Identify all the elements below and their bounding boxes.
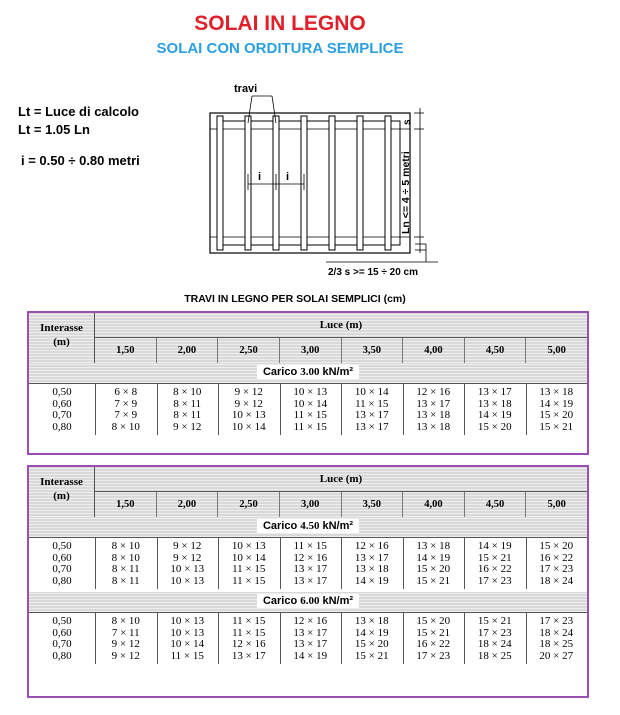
section-cell: 12 × 16 xyxy=(293,615,328,627)
section-cell: 9 × 12 xyxy=(234,386,263,398)
section-column xyxy=(218,616,280,664)
luce-column-header: 3,00 xyxy=(279,492,341,518)
section-cell: 14 × 19 xyxy=(354,574,389,587)
load-label xyxy=(257,594,359,608)
section-column xyxy=(95,541,157,589)
section-cell: 8 × 11 xyxy=(173,397,202,410)
section-cell: 8 × 10 xyxy=(173,386,202,398)
section-cell: 9 × 12 xyxy=(234,397,263,410)
section-cell: 8 × 10 xyxy=(111,551,140,564)
column-separator xyxy=(403,612,404,664)
section-cell: 18 × 24 xyxy=(539,574,574,587)
load-unit: kN/m² xyxy=(322,366,354,378)
column-separator xyxy=(157,537,158,589)
section-cell: 13 × 17 xyxy=(354,409,389,421)
section-cell: 11 × 15 xyxy=(232,626,266,639)
load-label-text: Carico xyxy=(262,595,298,607)
section-cell: 17 × 23 xyxy=(539,615,574,627)
travi-label: travi xyxy=(234,83,258,95)
table-load-4-6 xyxy=(27,465,589,698)
support-dim-label: 2/3 s >= 15 ÷ 20 cm xyxy=(328,267,418,278)
section-cell: 13 × 17 xyxy=(354,551,389,564)
section-cell: 10 × 13 xyxy=(170,615,205,627)
section-cell: 6 × 8 xyxy=(114,386,138,398)
interasse-header-line: Interasse xyxy=(40,476,83,488)
table-header xyxy=(29,313,587,364)
section-cell: 13 × 18 xyxy=(416,540,451,552)
column-separator xyxy=(280,383,281,435)
section-cell: 11 × 15 xyxy=(232,615,266,627)
luce-header: Luce (m) xyxy=(319,319,363,331)
section-cell: 16 × 22 xyxy=(539,551,574,564)
luce-column-header: 1,50 xyxy=(116,345,135,356)
section-cell: 15 × 20 xyxy=(416,563,451,575)
table-header xyxy=(29,467,587,518)
section-cell: 18 × 25 xyxy=(539,638,574,650)
column-separator xyxy=(157,612,158,664)
section-cell: 11 × 15 xyxy=(293,420,327,433)
interasse-value: 0,80 xyxy=(52,574,72,587)
section-cell: 13 × 17 xyxy=(231,649,266,662)
section-cell: 11 × 15 xyxy=(355,397,389,410)
luce-column-header: 5,00 xyxy=(525,338,587,364)
column-separator xyxy=(95,383,96,435)
interasse-value: 0,70 xyxy=(52,563,72,575)
section-column xyxy=(526,387,588,435)
section-cell: 15 × 21 xyxy=(539,420,574,433)
section-cell: 10 × 13 xyxy=(293,386,328,398)
section-cell: 15 × 20 xyxy=(539,409,574,421)
section-cell: 13 × 18 xyxy=(354,563,389,575)
section-cell: 17 × 23 xyxy=(416,649,451,662)
column-separator xyxy=(464,612,465,664)
section-cell: 13 × 18 xyxy=(416,409,451,421)
interasse-value: 0,60 xyxy=(52,626,72,639)
section-cell: 12 × 16 xyxy=(416,386,451,398)
section-cell: 13 × 17 xyxy=(477,386,512,398)
luce-column-header: 4,00 xyxy=(402,492,464,518)
luce-column-header: 2,50 xyxy=(217,338,279,364)
column-separator xyxy=(526,537,527,589)
luce-column-header: 2,00 xyxy=(156,338,218,364)
column-separator xyxy=(95,537,96,589)
section-cell: 10 × 14 xyxy=(293,397,328,410)
interasse-label-1: i xyxy=(258,171,262,183)
load-unit: kN/m² xyxy=(322,595,354,607)
luce-columns xyxy=(95,491,587,518)
section-column xyxy=(341,541,403,589)
section-cell: 13 × 17 xyxy=(293,638,328,650)
section-cell: 14 × 19 xyxy=(293,649,328,662)
section-cell: 9 × 12 xyxy=(173,420,202,433)
section-column xyxy=(526,541,588,589)
section-cell: 14 × 19 xyxy=(416,551,451,564)
section-cell: 13 × 18 xyxy=(477,397,512,410)
section-column xyxy=(341,387,403,435)
section-column xyxy=(95,387,157,435)
section-cell: 15 × 21 xyxy=(416,626,451,639)
column-separator xyxy=(526,383,527,435)
section-cell: 10 × 13 xyxy=(170,563,205,575)
section-cell: 18 × 25 xyxy=(477,649,512,662)
section-cell: 15 × 21 xyxy=(354,649,389,662)
section-column xyxy=(464,387,526,435)
section-cell: 9 × 12 xyxy=(111,649,140,662)
luce-column-header: 4,50 xyxy=(464,338,526,364)
section-cell: 13 × 17 xyxy=(293,626,328,639)
column-separator xyxy=(218,612,219,664)
column-separator xyxy=(341,537,342,589)
section-cell: 15 × 20 xyxy=(477,420,512,433)
tables-caption: TRAVI IN LEGNO PER SOLAI SEMPLICI (cm) xyxy=(184,293,406,305)
table-load-3 xyxy=(27,311,589,455)
section-cell: 17 × 23 xyxy=(477,574,512,587)
section-cell: 8 × 10 xyxy=(111,420,140,433)
section-column xyxy=(95,616,157,664)
section-cell: 7 × 11 xyxy=(111,626,140,639)
section-cell: 15 × 21 xyxy=(477,615,512,627)
interasse-value: 0,70 xyxy=(52,638,72,650)
section-cell: 13 × 17 xyxy=(416,397,451,410)
section-cell: 15 × 20 xyxy=(416,615,451,627)
section-cell: 17 × 23 xyxy=(539,563,574,575)
luce-column-header: 2,50 xyxy=(217,492,279,518)
section-cell: 12 × 16 xyxy=(354,540,389,552)
interasse-value: 0,50 xyxy=(52,386,72,398)
interasse-header-line: Interasse xyxy=(40,322,83,334)
note-interasse-range: i = 0.50 ÷ 0.80 metri xyxy=(21,153,140,168)
section-cell: 13 × 17 xyxy=(354,420,389,433)
floor-diagram xyxy=(200,78,460,283)
luce-column-header: 3,50 xyxy=(341,338,403,364)
section-column xyxy=(403,387,465,435)
interasse-value: 0,50 xyxy=(52,615,72,627)
luce-column-header: 1,50 xyxy=(116,499,135,510)
frame-outer xyxy=(210,113,410,253)
section-column xyxy=(341,616,403,664)
section-cell: 8 × 10 xyxy=(111,615,140,627)
data-block xyxy=(29,612,587,664)
section-cell: 13 × 18 xyxy=(354,615,389,627)
interasse-value: 0,50 xyxy=(52,540,72,552)
section-cell: 7 × 9 xyxy=(114,409,138,421)
data-block xyxy=(29,383,587,435)
section-column xyxy=(403,541,465,589)
section-cell: 9 × 12 xyxy=(111,638,140,650)
column-separator xyxy=(464,383,465,435)
load-unit: kN/m² xyxy=(322,520,354,532)
section-cell: 13 × 17 xyxy=(293,563,328,575)
column-separator xyxy=(464,537,465,589)
note-lt-formula: Lt = 1.05 Ln xyxy=(18,122,90,137)
column-separator xyxy=(218,537,219,589)
section-cell: 10 × 14 xyxy=(231,551,266,564)
section-cell: 15 × 21 xyxy=(477,551,512,564)
page-subtitle: SOLAI CON ORDITURA SEMPLICE xyxy=(156,40,404,57)
column-separator xyxy=(280,537,281,589)
s-label: s xyxy=(402,119,413,125)
section-cell: 8 × 11 xyxy=(173,409,202,421)
section-cell: 15 × 20 xyxy=(354,638,389,650)
section-column xyxy=(157,387,219,435)
section-cell: 11 × 15 xyxy=(170,649,204,662)
section-cell: 11 × 15 xyxy=(293,540,327,552)
column-separator xyxy=(403,383,404,435)
interasse-value: 0,60 xyxy=(52,397,72,410)
section-cell: 16 × 22 xyxy=(477,563,512,575)
section-cell: 14 × 19 xyxy=(477,409,512,421)
luce-column-header: 3,50 xyxy=(341,492,403,518)
section-column xyxy=(403,616,465,664)
section-cell: 9 × 12 xyxy=(173,551,202,564)
section-column xyxy=(218,541,280,589)
load-label-text: Carico xyxy=(262,520,298,532)
interasse-header xyxy=(29,467,95,517)
section-cell: 9 × 12 xyxy=(173,540,202,552)
section-cell: 11 × 15 xyxy=(293,409,327,421)
section-cell: 17 × 23 xyxy=(477,626,512,639)
section-cell: 18 × 24 xyxy=(477,638,512,650)
section-cell: 14 × 19 xyxy=(354,626,389,639)
column-separator xyxy=(526,612,527,664)
column-separator xyxy=(95,612,96,664)
section-cell: 11 × 15 xyxy=(232,574,266,587)
section-cell: 12 × 16 xyxy=(293,551,328,564)
column-separator xyxy=(218,383,219,435)
section-cell: 8 × 11 xyxy=(111,574,140,587)
section-cell: 10 × 14 xyxy=(231,420,266,433)
interasse-column xyxy=(29,541,95,589)
interasse-value: 0,60 xyxy=(52,551,72,564)
load-value: 4.50 xyxy=(300,520,320,532)
section-cell: 13 × 18 xyxy=(416,420,451,433)
section-cell: 7 × 9 xyxy=(114,397,138,410)
luce-column-header: 4,00 xyxy=(402,338,464,364)
section-cell: 14 × 19 xyxy=(539,397,574,410)
section-column xyxy=(280,541,342,589)
column-separator xyxy=(403,537,404,589)
section-cell: 10 × 13 xyxy=(170,626,205,639)
load-label xyxy=(257,365,359,379)
load-band xyxy=(29,363,587,384)
section-cell: 10 × 13 xyxy=(231,409,266,421)
page-title: SOLAI IN LEGNO xyxy=(194,12,366,35)
section-column xyxy=(464,541,526,589)
interasse-header xyxy=(29,313,95,363)
interasse-value: 0,70 xyxy=(52,409,72,421)
load-band xyxy=(29,592,587,613)
section-cell: 13 × 17 xyxy=(293,574,328,587)
luce-column-header: 2,00 xyxy=(156,492,218,518)
section-cell: 11 × 15 xyxy=(232,563,266,575)
section-cell: 13 × 18 xyxy=(539,386,574,398)
section-cell: 14 × 19 xyxy=(477,540,512,552)
section-column xyxy=(157,541,219,589)
luce-header: Luce (m) xyxy=(319,473,363,485)
section-cell: 10 × 13 xyxy=(231,540,266,552)
section-cell: 12 × 16 xyxy=(231,638,266,650)
luce-column-header: 3,00 xyxy=(279,338,341,364)
luce-column-header: 5,00 xyxy=(525,492,587,518)
section-column xyxy=(464,616,526,664)
section-cell: 20 × 27 xyxy=(539,649,574,662)
interasse-column xyxy=(29,387,95,435)
interasse-label-2: i xyxy=(286,171,290,183)
luce-columns xyxy=(95,337,587,364)
section-column xyxy=(280,616,342,664)
data-block xyxy=(29,537,587,589)
interasse-header-line: (m) xyxy=(53,490,70,502)
section-cell: 10 × 14 xyxy=(354,386,389,398)
section-column xyxy=(526,616,588,664)
interasse-value: 0,80 xyxy=(52,420,72,433)
interasse-value: 0,80 xyxy=(52,649,72,662)
luce-column-header: 4,50 xyxy=(464,492,526,518)
note-lt-definition: Lt = Luce di calcolo xyxy=(18,104,139,119)
column-separator xyxy=(341,383,342,435)
section-cell: 10 × 14 xyxy=(170,638,205,650)
ln-label: Ln <= 4 ÷ 5 metri xyxy=(400,151,412,234)
section-cell: 10 × 13 xyxy=(170,574,205,587)
section-column xyxy=(157,616,219,664)
section-cell: 8 × 10 xyxy=(111,540,140,552)
section-column xyxy=(280,387,342,435)
load-label xyxy=(257,519,359,533)
column-separator xyxy=(341,612,342,664)
load-value: 6.00 xyxy=(300,595,320,607)
interasse-column xyxy=(29,616,95,664)
section-cell: 16 × 22 xyxy=(416,638,451,650)
section-cell: 8 × 11 xyxy=(111,563,140,575)
section-cell: 18 × 24 xyxy=(539,626,574,639)
section-cell: 15 × 21 xyxy=(416,574,451,587)
interasse-header-line: (m) xyxy=(53,336,70,348)
section-column xyxy=(218,387,280,435)
column-separator xyxy=(280,612,281,664)
section-cell: 15 × 20 xyxy=(539,540,574,552)
load-band xyxy=(29,517,587,538)
load-value: 3.00 xyxy=(300,366,320,378)
column-separator xyxy=(157,383,158,435)
load-label-text: Carico xyxy=(262,366,298,378)
